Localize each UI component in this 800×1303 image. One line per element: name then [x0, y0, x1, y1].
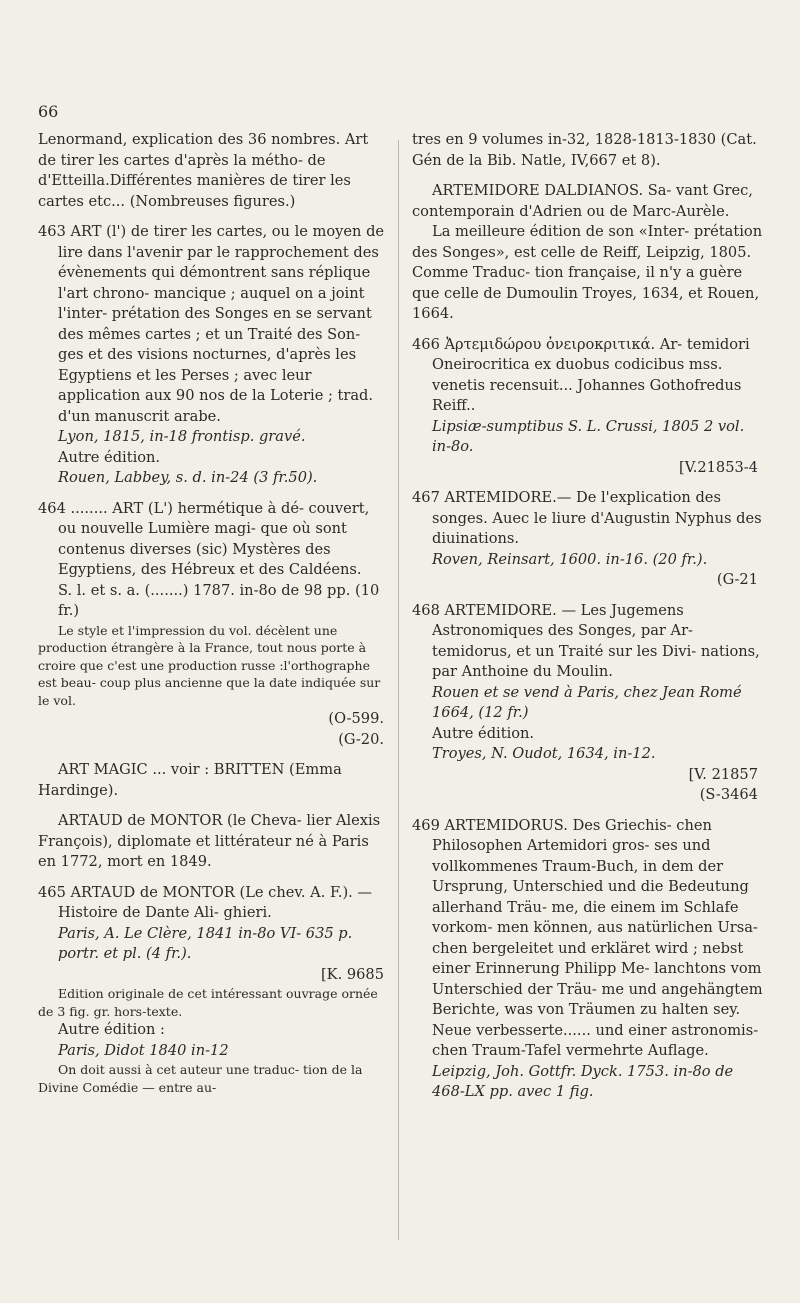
entry-469-pub: Leipzig, Joh. Gottfr. Dyck. 1753. in-8o de 468-LX pp. avec 1 fig. [432, 1062, 734, 1100]
entry-466-pub: Lipsiæ-sumptibus S. L. Crussi, 1805 2 vol. in-8o. [432, 417, 745, 455]
entry-465 [38, 883, 390, 1097]
right-column [412, 130, 764, 1113]
entry-466 [412, 335, 764, 479]
entry-468 [412, 601, 764, 806]
entry-463-other: Autre édition. [58, 448, 161, 466]
art-magic-ref: ART MAGIC ... voir : BRITTEN (Emma Hardinge). [38, 761, 342, 799]
entry-468-ref2: (S-3464 [699, 786, 758, 803]
left-column [38, 130, 390, 1106]
entry-468-other: Autre édition. [432, 724, 535, 742]
entry-463-pub1: Lyon, 1815, in-18 frontisp. gravé. [58, 428, 306, 445]
entry-464-text: 464 ........ ART (L') hermétique à dé- couvert, ou nouvelle Lumière magi- que où sont contenus diverses (sic) Mystères des Egyptiens, des Hébreux et des Caldéens. [38, 499, 370, 578]
entry-468-pub2: Troyes, N. Oudot, 1634, in-12. [432, 745, 656, 762]
best-edition: La meilleure édition de son «Inter- prétation des Songes», est celle de Reiff, Leipzig, 1805. Comme Traduc- tion française, il n'y a guère que celle de Dumoulin Troyes, 1634, et Rouen, 1664. [412, 223, 763, 322]
continued-text: tres en 9 volumes in-32, 1828-1813-1830 (Cat. Gén de la Bib. Natle, IV,667 et 8). [412, 131, 757, 169]
intro-text: Lenormand, explication des 36 nombres. Art de tirer les cartes d'après la métho- de d'Etteilla.Différentes manières de tirer les cartes etc... (Nombreuses figures.) [38, 131, 369, 210]
entry-465-ref: [K. 9685 [320, 965, 384, 983]
entry-465-pub2: Paris, Didot 1840 in-12 [58, 1041, 229, 1059]
entry-463 [38, 222, 390, 489]
entry-469 [412, 816, 764, 1103]
artemidore-bio: ARTEMIDORE DALDIANOS. Sa- vant Grec, contemporain d'Adrien ou de Marc-Aurèle. [412, 182, 753, 220]
entry-465-other: Autre édition : [58, 1021, 165, 1038]
entry-465-pub: Paris, A. Le Clère, 1841 in-8o VI- 635 p. portr. et pl. (4 fr.). [58, 924, 353, 962]
entry-468-text: 468 ARTEMIDORE. — Les Jugemens Astronomiques des Songes, par Ar- temidorus, et un Traité sur les Divi- nations, par Anthoine du Moulin. [412, 601, 760, 680]
entry-466-ref: [V.21853-4 [679, 458, 758, 476]
entry-467-pub: Roven, Reinsart, 1600. in-16. (20 fr.). [432, 550, 708, 568]
entry-465-note: Edition originale de cet intéressant ouvrage ornée de 3 fig. gr. hors-texte. [38, 986, 378, 1019]
column-divider [398, 140, 399, 1240]
artaud-bio: ARTAUD de MONTOR (le Cheva- lier Alexis François), diplomate et littérateur né à Paris en 1772, mort en 1849. [38, 812, 381, 870]
entry-465-last: On doit aussi à cet auteur une traduc- tion de la Divine Comédie — entre au- [38, 1062, 363, 1095]
entry-463-text: 463 ART (l') de tirer les cartes, ou le moyen de lire dans l'avenir par le rapprochement des évènements qui démontrent sans réplique l'art chrono- mancique ; auquel on a joint l'inter- prétation des Songes en se servant des mêmes cartes ; et un Traité des Son- ges et des visions nocturnes, d'après les Egyptiens et les Perses ; avec leur application aux 90 nos de la Loterie ; trad. d'un manuscrit arabe. [38, 223, 385, 425]
entry-464-pub: S. l. et s. a. (.......) 1787. in-8o de 98 pp. (10 fr.) [58, 581, 380, 619]
entry-467 [412, 488, 764, 591]
entry-464-ref2: (G-20. [338, 730, 384, 748]
entry-469-text: 469 ARTEMIDORUS. Des Griechis- chen Philosophen Artemidori gros- ses und vollkommenes Traum-Buch, in dem der Ursprung, Unterschied und die Bedeutung allerhand Träu- me, die einem im Schlafe vorkom- men können, aus natürlichen Ursa- chen bergeleitet und erkläret wird ; nebst einer Erinnerung Philipp Me- lanchtons vom Unterschied der Träu- me und angehängtem Berichte, was von Träumen zu halten sey. Neue verbesserte...... und einer astronomis- chen Traum-Tafel vermehrte Auflage. [412, 816, 763, 1059]
entry-463-pub2: Rouen, Labbey, s. d. in-24 (3 fr.50). [58, 469, 318, 486]
entry-464 [38, 499, 390, 751]
entry-468-pub: Rouen et se vend à Paris, chez Jean Romé 1664, (12 fr.) [432, 683, 742, 721]
entry-465-text: 465 ARTAUD de MONTOR (Le chev. A. F.). — Histoire de Dante Ali- ghieri. [38, 883, 373, 921]
entry-464-note: Le style et l'impression du vol. décèlent une production étrangère à la France, tout nous porte à croire que c'est une production russe :l'orthographe est beau- coup plus ancienne que la date indiquée sur le vol. [38, 622, 381, 708]
entry-466-text: 466 Ἀρτεμιδώρου ὀνειροκριτικά. Ar- temidori Oneirocritica ex duobus codicibus mss. venetis recensuit... Johannes Gothofredus Reiff.. [412, 335, 750, 414]
entry-468-ref1: [V. 21857 [688, 765, 758, 783]
entry-464-ref1: (O-599. [328, 710, 384, 727]
entry-467-text: 467 ARTEMIDORE.— De l'explication des songes. Auec le liure d'Augustin Nyphus des diuinations. [412, 489, 762, 547]
page-number: 66 [38, 102, 59, 121]
entry-467-ref: (G-21 [716, 571, 758, 588]
